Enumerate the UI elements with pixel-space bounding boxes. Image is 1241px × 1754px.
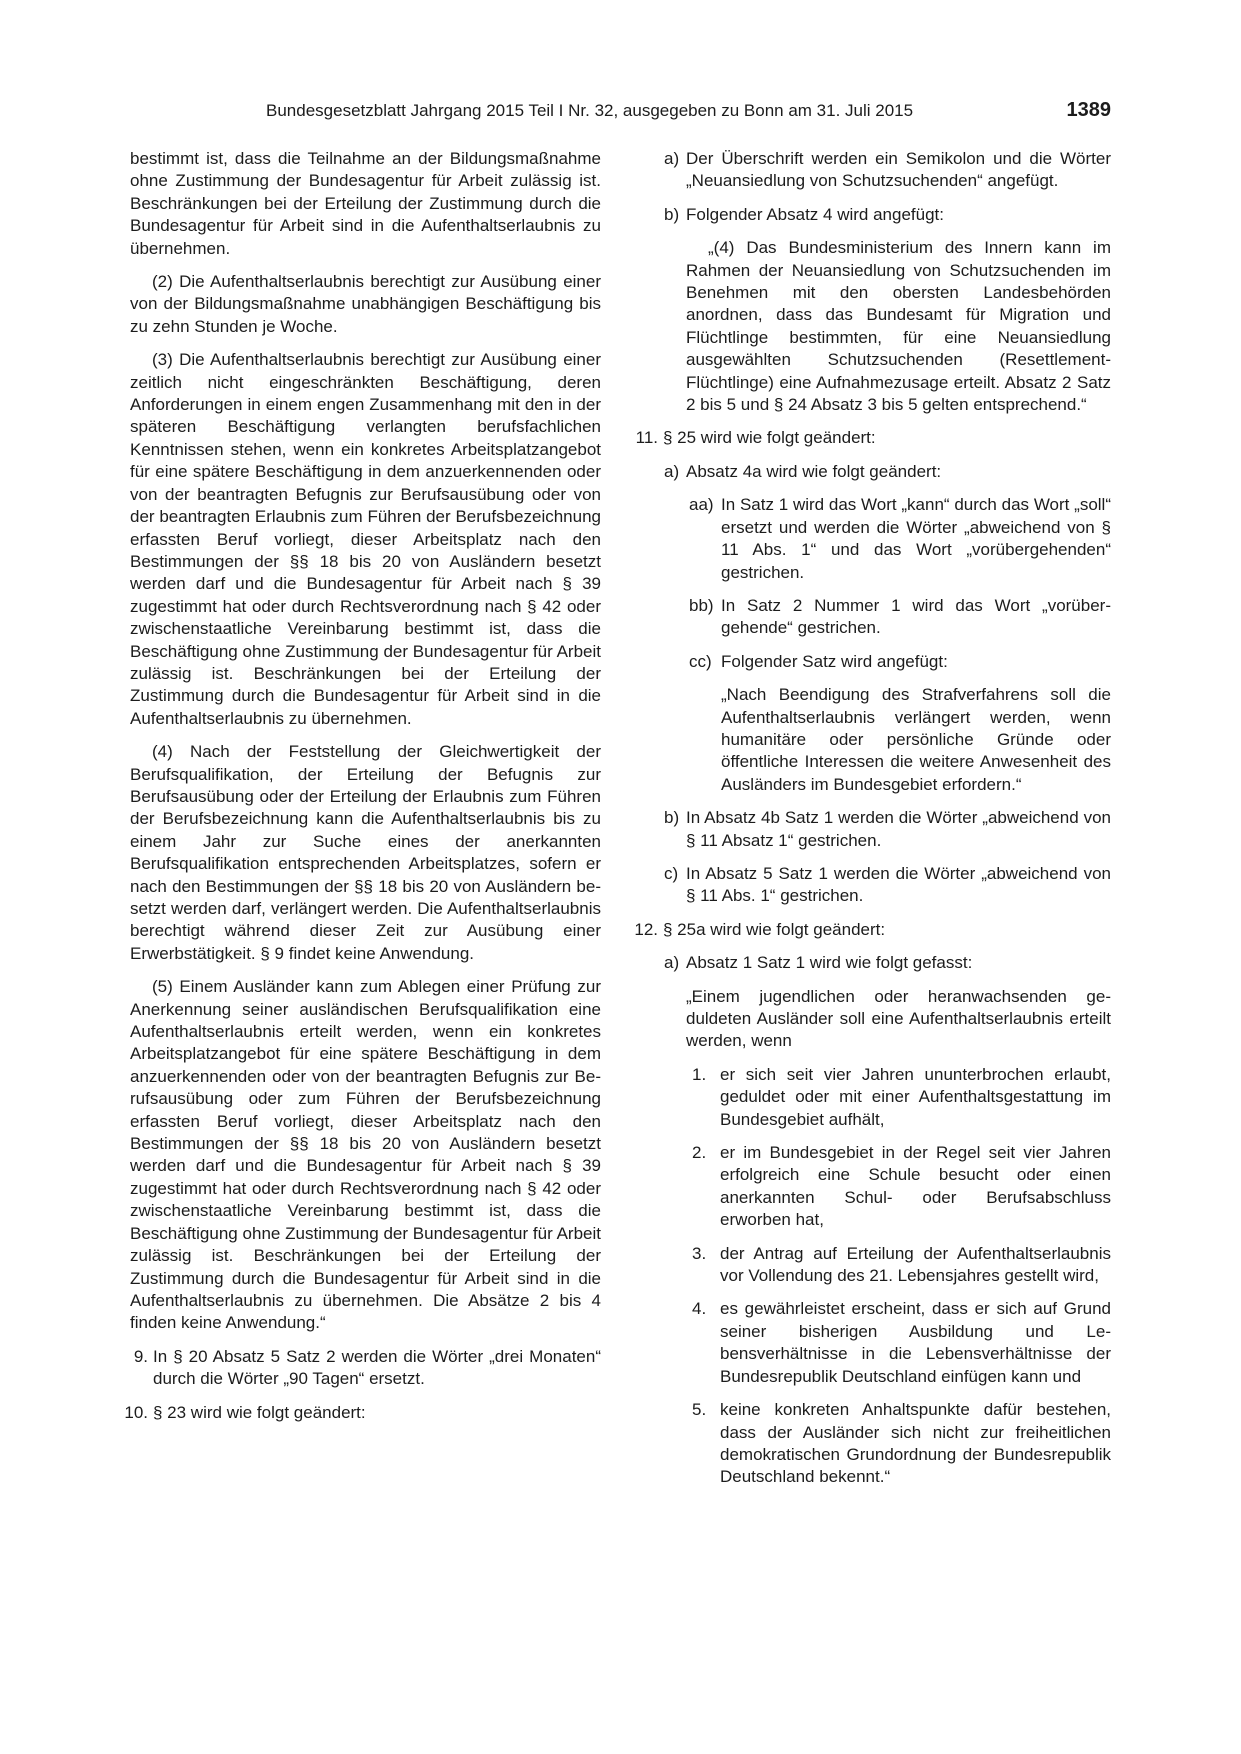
item-label: a) (664, 149, 680, 168)
item-text: § 25a wird wie folgt geändert: (663, 919, 886, 939)
item-text: er sich seit vier Jahren ununterbrochen erlaubt, geduldet oder mit einer Aufenthaltsgestattung im Bundesgebiet aufhält, (720, 1064, 1111, 1129)
sub-item-11b (640, 807, 1111, 852)
item-text: Folgender Absatz 4 wird angefügt: (686, 204, 944, 224)
sub-item-a (640, 148, 1111, 193)
right-column (634, 148, 1111, 1489)
item-label: a) (664, 953, 680, 973)
item-label: 5. (692, 1400, 707, 1420)
sub-item-11a (640, 461, 1111, 483)
list-item-11 (635, 427, 1111, 449)
list-item-9 (130, 1346, 601, 1391)
page-header (130, 100, 1111, 126)
item-text: In Absatz 5 Satz 1 werden die Wörter „abweichend von § 11 Abs. 1“ gestrichen. (686, 863, 1111, 906)
item-text: § 23 wird wie folgt geändert: (153, 1402, 366, 1422)
item-text: In Absatz 4b Satz 1 werden die Wörter „abweichend von § 11 Absatz 1“ gestrichen. (686, 808, 1111, 850)
item-text: Absatz 4a wird wie folgt geändert: (686, 461, 942, 481)
numbered-item-1 (640, 1064, 1111, 1131)
quoted-paragraph-4: „(4) Das Bundesministerium des Innern kann im Rahmen der Neuansiedlung von Schutzsuchenden im Benehmen mit den obersten Landesbehörden anordnen, dass das Bundesamt für Migration und Flüchtlinge bestimmten, für eine Neuansiedlung ausgewählten Schutzsuchenden (Resettlement-Flüchtlinge) eine Aufnahmezusage erteilt. Absatz 2 Satz 2 bis 5 und § 24 Absatz 3 bis 5 gelten entsprechend.“ (686, 238, 1111, 415)
item-label: 2. (692, 1143, 707, 1163)
item-label: a) (664, 461, 680, 481)
item-text: In Satz 1 wird das Wort „kann“ durch das Wort „soll“ ersetzt und werden die Wörter „abweichend von § 11 Abs. 1“ und das Wort „vorübergehenden“ gestrichen. (721, 495, 1111, 582)
page-number: 1389 (1066, 99, 1111, 121)
item-label: b) (664, 808, 680, 828)
list-item-10 (124, 1402, 601, 1424)
item-label: c) (664, 863, 679, 883)
item-text: er im Bundesgebiet in der Regel seit vier Jahren erfolgreich eine Schule besucht oder einen anerkannten Schul- oder Berufsabschluss erworben hat, (720, 1143, 1111, 1230)
item-label: 1. (692, 1064, 707, 1084)
item-text: Der Überschrift werden ein Semikolon und die Wörter „Neuansiedlung von Schutzsuchenden“ angefügt. (686, 149, 1111, 191)
item-text: In Satz 2 Nummer 1 wird das Wort „vorübergehende“ gestrichen. (721, 595, 1111, 638)
paragraph-5: (5) Einem Ausländer kann zum Ablegen einer Prüfung zur Anerkennung seiner ausländischen Berufsqualifikation eine Aufenthaltserlaubnis erteilt werden, wenn ein konkretes Arbeitsplatzangebot für eine spätere Beschäftigung in dem anzuerkennenden oder von der beantragten Befugnis zur Berufsausübung oder zum Führen der Berufsbezeichnung erfassten Beruf vorliegt, dieser Arbeitsplatz nach den Bestimmungen der §§ 18 bis 20 von Ausländern besetzt werden darf und die Bundesagentur für Arbeit nach § 39 zugestimmt hat oder durch Rechtsverordnung nach § 42 oder zwischenstaatliche Vereinbarung bestimmt ist, dass die Beschäftigung ohne Zustimmung der Bundesagentur für Arbeit zulässig ist. Beschränkungen bei der Erteilung der Zustimmung durch die Bundesagentur für Arbeit sind in die Aufenthaltserlaubnis zu übernehmen. Die Absätze 2 bis 4 finden keine Anwendung.“ (130, 977, 601, 1333)
numbered-item-5 (640, 1399, 1111, 1489)
item-label: bb) (689, 595, 714, 615)
item-text: der Antrag auf Erteilung der Aufenthaltserlaubnis vor Vollendung des 21. Lebensjahres gestellt wird, (720, 1243, 1111, 1286)
quoted-intro: „Einem jugendlichen oder heranwachsenden geduldeten Ausländer soll eine Aufenthaltserlaubnis erteilt werden, wenn (686, 986, 1111, 1051)
item-label: cc) (689, 651, 712, 671)
paragraph-4: (4) Nach der Feststellung der Gleichwertigkeit der Berufsqualifikation, der Erteilung der Befugnis zur Berufsausübung oder der Erteilung der Erlaubnis zum Führen der Berufsbezeichnung kann die Aufenthaltserlaubnis bis zu einem Jahr zur Suche eines der anerkannten Berufsqualifikation entsprechenden Arbeitsplatzes, sofern er nach den Bestimmungen der §§ 18 bis 20 von Ausländern besetzt werden darf, verlängert werden. Die Aufenthaltserlaubnis berechtigt während dieser Zeit zur Ausübung einer Erwerbstätigkeit. § 9 findet keine Anwendung. (130, 742, 601, 963)
item-text: In § 20 Absatz 5 Satz 2 werden die Wörter „drei Monaten“ durch die Wörter „90 Tagen“ ersetzt. (153, 1346, 601, 1389)
item-label: 10. (124, 1402, 148, 1422)
item-label: 9. (133, 1346, 148, 1366)
gazette-title: Bundesgesetzblatt Jahrgang 2015 Teil I Nr. 32, ausgegeben zu Bonn am 31. Juli 2015 (266, 101, 914, 120)
numbered-item-2 (640, 1142, 1111, 1232)
paragraph-continuation: bestimmt ist, dass die Teilnahme an der Bildungsmaßnahme ohne Zustimmung der Bundesagentur für Arbeit zulässig ist. Beschränkungen bei der Erteilung der Zustimmung durch die Bundesagentur für Arbeit sind in die Aufenthaltserlaubnis zu übernehmen. (130, 149, 601, 258)
sub-item-12a (640, 952, 1111, 974)
item-label: 12. (634, 919, 658, 939)
item-text: Folgender Satz wird angefügt: (721, 651, 948, 671)
list-item-12 (634, 919, 1111, 941)
paragraph-2: (2) Die Aufenthaltserlaubnis berechtigt zur Ausübung einer von der Bildungsmaßnahme unabhängigen Beschäftigung bis zu zehn Stunden je Woche. (130, 272, 601, 336)
item-text: es gewährleistet erscheint, dass er sich auf Grund seiner bisherigen Ausbildung und Lebensverhältnisse in die Lebensverhältnisse der Bundesrepublik Deutschland einfügen kann und (720, 1299, 1111, 1386)
item-text: § 25 wird wie folgt geändert: (663, 428, 876, 448)
sub-item-b (640, 204, 1111, 226)
left-column (124, 148, 601, 1424)
sub-item-11c (640, 863, 1111, 908)
item-label: 3. (692, 1243, 707, 1263)
sub-item-bb (640, 595, 1111, 640)
item-label: 4. (692, 1299, 707, 1319)
quoted-sentence: „Nach Beendigung des Strafverfahrens soll die Aufenthaltserlaubnis verlängert werden, wenn humanitäre oder persönliche Gründe oder öffentliche Interessen die weitere Anwesenheit des Ausländers im Bundesgebiet erfordern.“ (721, 685, 1111, 794)
paragraph-3: (3) Die Aufenthaltserlaubnis berechtigt zur Ausübung einer zeitlich nicht eingeschränkten Beschäftigung, deren Anforderungen in einem engen Zusammenhang mit den in der späteren Beschäftigung verlangten berufsfachlichen Kenntnissen stehen, wenn ein konkretes Arbeitsplatzangebot für eine spätere Beschäftigung in dem anzuerkennenden oder von der beantragten Befugnis zur Berufsausübung oder von der beantragten Erlaubnis zum Führen der Berufsbezeichnung erfassten Beruf vorliegt, dieser Arbeitsplatz nach den Bestimmungen der §§ 18 bis 20 von Ausländern besetzt werden darf und die Bundesagentur für Arbeit nach § 39 zugestimmt hat oder durch Rechtsverordnung nach § 42 oder zwischenstaatliche Vereinbarung bestimmt ist, dass die Beschäftigung ohne Zustimmung der Bundesagentur für Arbeit zulässig ist. Beschränkungen bei der Erteilung der Zustimmung durch die Bundesagentur für Arbeit sind in die Aufenthaltserlaubnis zu übernehmen. (130, 350, 601, 728)
item-label: aa) (689, 495, 714, 515)
item-label: 11. (635, 428, 658, 448)
item-label: b) (664, 204, 680, 224)
sub-item-cc (640, 651, 1111, 673)
item-text: Absatz 1 Satz 1 wird wie folgt gefasst: (686, 953, 973, 973)
sub-item-aa (640, 494, 1111, 584)
numbered-item-4 (640, 1298, 1111, 1388)
numbered-item-3 (640, 1243, 1111, 1288)
item-text: keine konkreten Anhaltspunkte dafür bestehen, dass der Ausländer sich nicht zur freiheitlichen demokratischen Grundordnung der Bundesrepublik Deutschland bekennt.“ (720, 1400, 1111, 1487)
